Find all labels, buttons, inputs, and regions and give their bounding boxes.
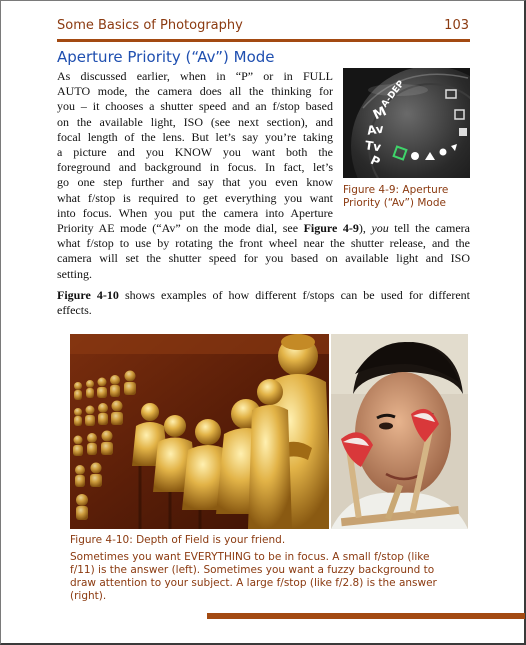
caption-line: Priority (“Av”) Mode <box>343 197 446 209</box>
text-line <box>57 288 470 303</box>
dial-label-adep: A-DEP <box>379 79 407 110</box>
dial-label-p: P <box>368 152 383 170</box>
mode-dial-photo <box>343 68 470 178</box>
footer-rule <box>207 613 525 619</box>
text-run: Priority AE mode (“Av” on the mode dial, see <box>57 221 304 235</box>
figure-reference-paragraph <box>57 288 470 318</box>
note-line: (right). <box>70 590 107 602</box>
text-line: what f/stop to use by rotating the front wheel near the shutter release, and the <box>57 236 470 251</box>
text-line: you – it chooses a shutter speed and an f/stop based <box>57 99 333 114</box>
text-line: foreground and background in focus. In fact, let’s <box>57 160 333 175</box>
macro-icon <box>440 149 447 156</box>
text-line: setting. <box>57 266 92 281</box>
caption-line: Figure 4-9: Aperture <box>343 184 449 196</box>
text-line: As discussed earlier, when in “P” or in FULL <box>57 69 333 83</box>
text-line: focal length of the lens. But let’s say you’re taking <box>57 129 333 144</box>
running-header <box>57 18 469 33</box>
figure-4-10-caption: Figure 4-10: Depth of Field is your friend. <box>70 534 286 546</box>
figure-4-10-note <box>70 551 470 603</box>
text-line: effects. <box>57 303 92 318</box>
note-line: Sometimes you want EVERYTHING to be in focus. A small f/stop (like <box>70 551 430 563</box>
text-line: what f/stop is required to get everything you want <box>57 190 333 205</box>
text-line: camera will set the shutter speed for you based on available light and ISO <box>57 251 470 266</box>
emphasis-you: you <box>371 221 389 235</box>
face <box>355 372 451 496</box>
intro-paragraph <box>57 69 333 221</box>
text-run: tell the camera <box>388 221 471 235</box>
figure-4-9-reference: Figure 4-9 <box>303 221 359 235</box>
note-line: draw attention to your subject. A large f/stop (like f/2.8) is the answer <box>70 577 437 589</box>
text-line: a picture and you KNOW you want both the <box>57 145 333 160</box>
section-title: Aperture Priority (“Av”) Mode <box>57 48 275 66</box>
text-line: on the available light, ISO (see next section), and <box>57 114 333 129</box>
portrait-illustration <box>331 334 468 529</box>
mode-dial-illustration <box>343 68 470 178</box>
page-number: 103 <box>444 18 469 33</box>
text-line: go one step further and say that you even know <box>57 175 333 190</box>
dial-label-tv: Tv <box>364 138 382 155</box>
statues-illustration <box>70 334 329 529</box>
figure-4-10-reference: Figure 4-10 <box>57 288 119 302</box>
text-line: AUTO mode, the camera does all the thinking for <box>57 84 333 99</box>
golden-statues-photo <box>70 334 329 529</box>
text-line <box>57 221 470 236</box>
figure-4-9-caption <box>343 184 471 210</box>
dial-label-m: M <box>370 104 389 124</box>
movie-icon <box>459 128 467 136</box>
text-run: shows examples of how different f/stops can be used for different <box>118 288 470 302</box>
header-rule <box>57 39 470 42</box>
dial-label-av: Av <box>366 121 385 138</box>
text-line: into focus. When you put the camera into Aperture <box>57 205 333 220</box>
portrait-icon <box>411 152 419 160</box>
text-run: ), <box>358 221 372 235</box>
note-line: f/11) is the answer (left). Sometimes you want a fuzzy background to <box>70 564 435 576</box>
running-title: Some Basics of Photography <box>57 18 243 33</box>
shallow-depth-photo <box>331 334 468 529</box>
intro-paragraph-continued <box>57 221 470 282</box>
